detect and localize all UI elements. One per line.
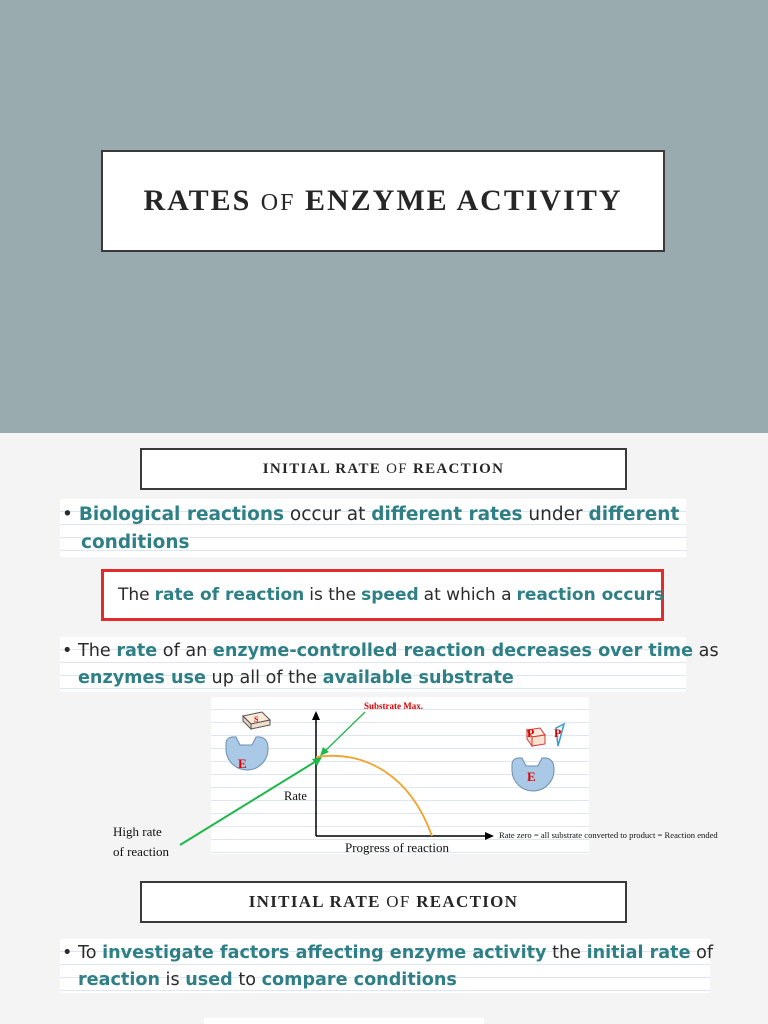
rate-zero-note: Rate zero = all substrate converted to product = Reaction ended	[499, 830, 718, 840]
title-of: OF	[260, 190, 296, 216]
bullet2-hl4: available substrate	[322, 668, 514, 688]
bullet2-hl3: enzymes use	[78, 668, 206, 688]
high-rate-arrowhead	[312, 757, 322, 766]
product-letter-2: P	[554, 726, 562, 740]
callout-hl1: rate of reaction	[154, 585, 305, 605]
bullet2-t1: The	[77, 641, 117, 661]
callout-t3: at which a	[423, 585, 512, 605]
substrate-max-label: Substrate Max.	[364, 701, 423, 711]
x-axis-arrowhead	[485, 832, 494, 840]
bullet1-t2: under	[522, 504, 589, 525]
high-rate-label-line2: of reaction	[113, 844, 169, 859]
bullet3-hl1: investigate factors affecting enzyme activity	[102, 943, 547, 963]
heading-part1: INITIAL RATE	[262, 460, 382, 477]
bullet2-t4: up all of the	[205, 668, 323, 688]
heading2-part2: REACTION	[416, 892, 519, 911]
bullet3-t4: is	[159, 970, 186, 990]
high-rate-label-line1: High rate	[113, 824, 162, 839]
enzyme-letter-right: E	[527, 769, 536, 784]
title-part1: RATES	[143, 184, 252, 217]
bullet2-hl2: enzyme-controlled reaction decreases over time	[212, 641, 694, 661]
bullet3-hl3: reaction	[78, 970, 160, 990]
bullet2-t3: as	[693, 641, 719, 661]
bullet1-hl4: conditions	[81, 532, 190, 553]
enzyme-substrate-icon	[226, 712, 270, 770]
heading-of: OF	[386, 460, 408, 477]
bullet2-t2: of an	[157, 641, 213, 661]
callout-t1: The	[118, 585, 150, 605]
y-axis-arrowhead	[312, 711, 320, 720]
bullet3-t3: of	[690, 943, 714, 963]
bullet1-hl3: different	[588, 504, 680, 525]
callout-hl2: speed	[361, 585, 419, 605]
title-part2: ENZYME ACTIVITY	[304, 184, 623, 217]
bullet1-hl2: different rates	[371, 504, 523, 525]
heading2-part1: INITIAL RATE	[248, 892, 381, 911]
heading-part2: REACTION	[412, 460, 505, 477]
bullet1-t1: occur at	[284, 504, 372, 525]
bullet2-hl1: rate	[116, 641, 158, 661]
rate-axis-label: Rate	[284, 789, 307, 803]
substrate-max-arrow	[324, 712, 365, 752]
callout-t2: is the	[309, 585, 357, 605]
bullet3-hl2: initial rate	[586, 943, 691, 963]
enzyme-letter-left: E	[238, 756, 247, 771]
bullet3-hl5: compare conditions	[261, 970, 457, 990]
bullet3-line1	[62, 939, 713, 967]
bullet3-t1: To	[77, 943, 103, 963]
bullet-char: •	[62, 504, 73, 525]
heading2-of: OF	[386, 892, 411, 911]
progress-axis-label: Progress of reaction	[345, 840, 449, 855]
bullet1-hl1: Biological reactions	[78, 504, 285, 525]
bullet3-t2: the	[546, 943, 587, 963]
section-heading-initial-rate-2	[140, 881, 627, 923]
bullet-char-2: •	[62, 641, 73, 661]
bullet3-hl4: used	[185, 970, 233, 990]
section-heading-text-2	[249, 892, 518, 912]
rate-curve	[316, 756, 432, 836]
bullet3-t5: to	[232, 970, 262, 990]
bullet3-line2	[78, 966, 457, 994]
next-figure-edge	[204, 1018, 484, 1024]
substrate-letter: S	[254, 715, 259, 724]
bullet-char-3: •	[62, 943, 73, 963]
product-letter-1: P	[527, 726, 535, 740]
callout-hl3: reaction occurs	[516, 585, 665, 605]
